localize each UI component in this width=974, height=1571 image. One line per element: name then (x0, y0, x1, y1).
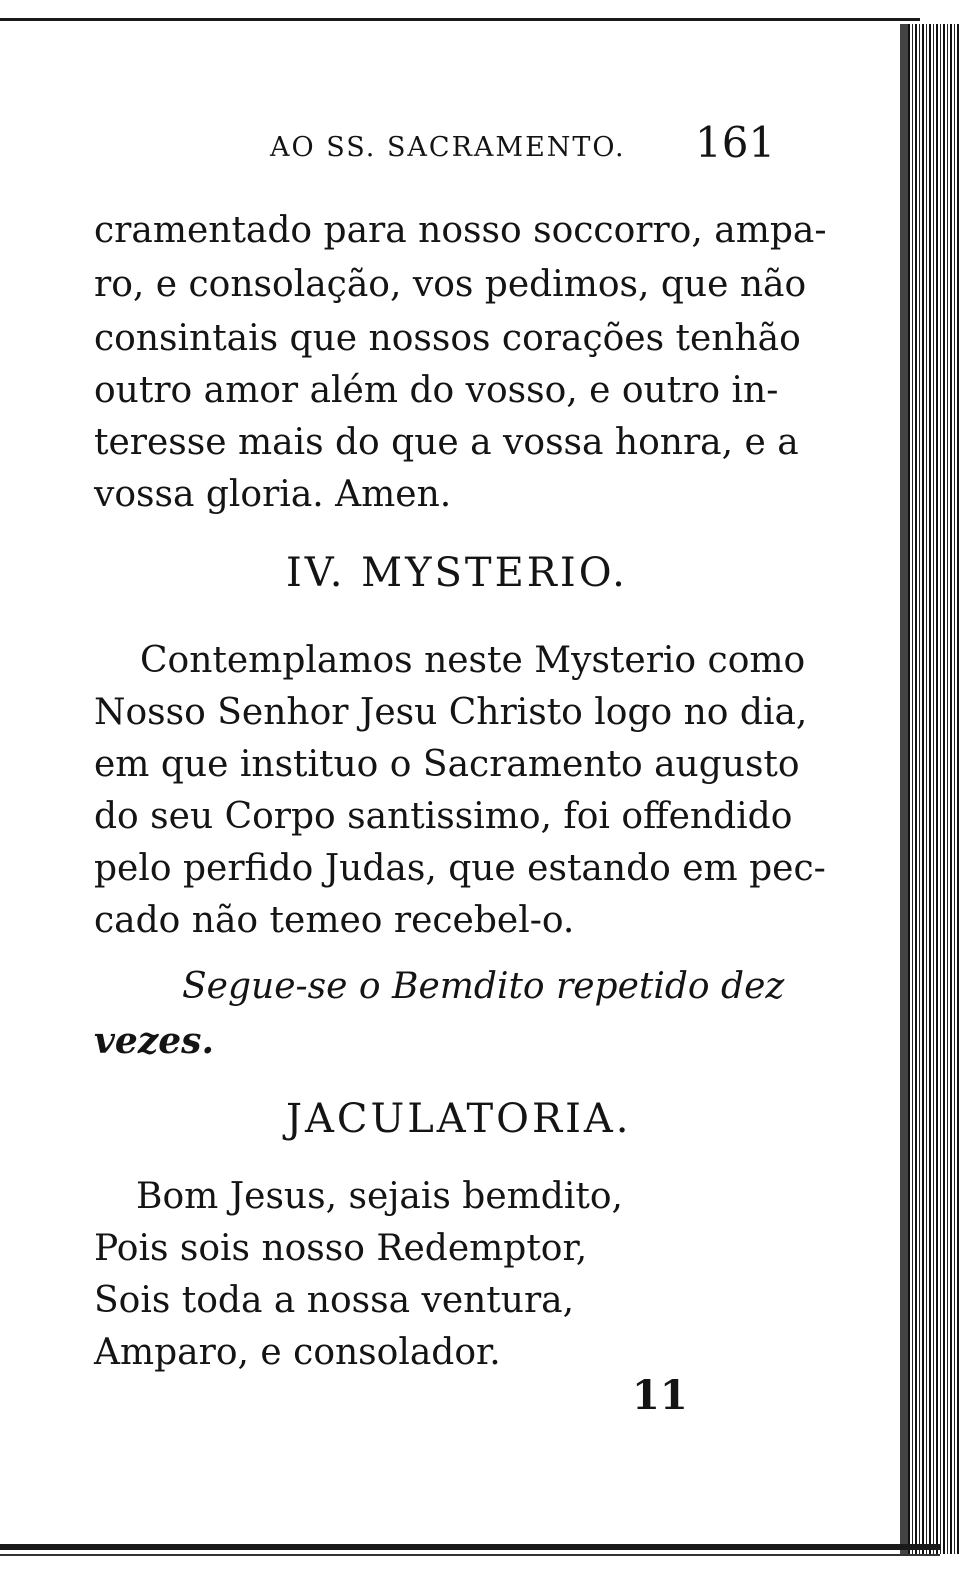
paragraph-line: Contemplamos neste Mysterio como (140, 640, 806, 681)
page-edge-shadow (900, 24, 908, 1554)
paragraph-line: consintais que nossos corações tenhão (94, 318, 801, 359)
rubric-line: Segue-se o Bemdito repetido dez (182, 966, 785, 1007)
bottom-rule (0, 1544, 940, 1550)
paragraph-line: teresse mais do que a vossa honra, e a (94, 422, 799, 463)
paragraph-line: cramentado para nosso soccorro, ampa- (94, 210, 827, 251)
paragraph-line: vossa gloria. Amen. (94, 474, 452, 515)
rubric-line: vezes. (94, 1020, 214, 1062)
paragraph-line: ro, e consolação, vos pedimos, que não (94, 264, 807, 305)
paragraph-line: cado não temeo recebel-o. (94, 900, 575, 941)
paragraph-line: outro amor além do vosso, e outro in- (94, 370, 779, 411)
jaculatoria-heading: JACULATORIA. (286, 1096, 632, 1142)
signature-mark: 11 (632, 1372, 688, 1419)
verse-line: Pois sois nosso Redemptor, (94, 1228, 588, 1269)
paragraph-line: pelo perfido Judas, que estando em pec- (94, 848, 826, 889)
verse-line: Amparo, e consolador. (94, 1332, 501, 1373)
paragraph-line: Nosso Senhor Jesu Christo logo no dia, (94, 692, 808, 733)
page-number: 161 (695, 118, 776, 167)
verse-line: Sois toda a nossa ventura, (94, 1280, 575, 1321)
running-title: AO SS. SACRAMENTO. (270, 132, 626, 163)
paragraph-line: em que instituo o Sacramento augusto (94, 744, 800, 785)
page-edge (908, 24, 960, 1554)
section-heading: IV. MYSTERIO. (286, 550, 628, 596)
bottom-rule-thin (0, 1554, 940, 1556)
verse-line: Bom Jesus, sejais bemdito, (136, 1176, 623, 1217)
paragraph-line: do seu Corpo santissimo, foi offendido (94, 796, 793, 837)
running-head (270, 118, 776, 168)
top-rule (0, 18, 920, 21)
